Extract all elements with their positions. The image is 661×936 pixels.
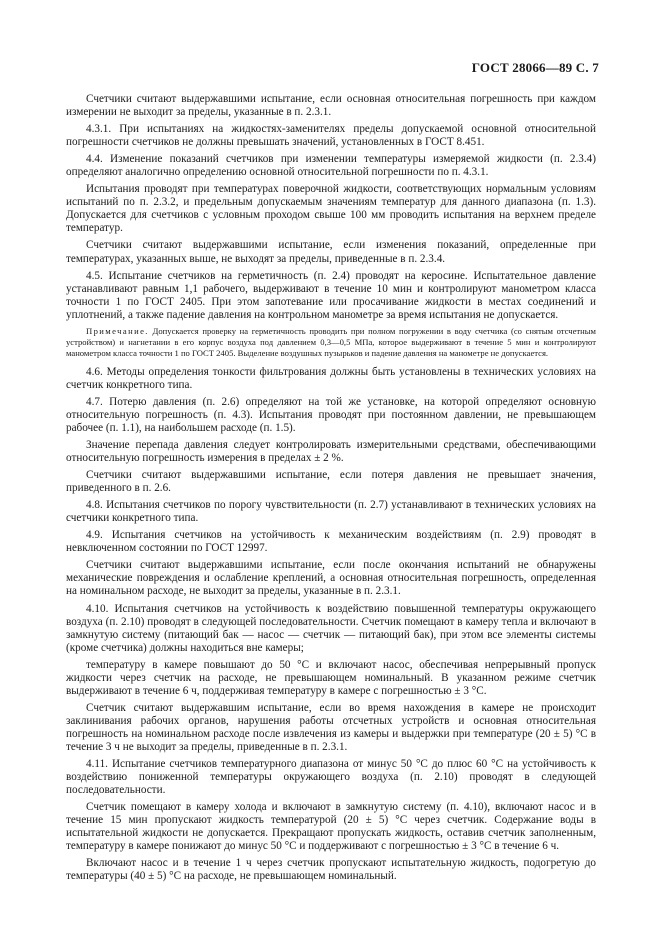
paragraph: 4.7. Потерю давления (п. 2.6) определяют на той же установке, на которой определяют основную относительную погрешность (п. 4.3). Испытания проводят при постоянном давлении, не превышающем рабочее (п. 1.1), на наибольшем расходе (п. 1.5). — [66, 395, 596, 434]
paragraph: 4.10. Испытания счетчиков на устойчивость к воздействию повышенной температуры окружающего воздуха (п. 2.10) проводят в следующей последовательности. Счетчик помещают в камеру тепла и включают в замкнутую систему (питающий бак — насос — счетчик — питающий бак), при этом все элементы системы (кроме счетчика) должны находиться вне камеры; — [66, 602, 596, 654]
paragraph: 4.3.1. При испытаниях на жидкостях-заменителях пределы допускаемой основной относительной погрешности счетчиков не должны превышать значений, установленных в ГОСТ 8.451. — [66, 123, 596, 149]
paragraph: Счетчики считают выдержавшими испытание, если основная относительная погрешность при каждом измерении не выходит за пределы, указанные в п. 2.3.1. — [66, 93, 596, 119]
note-label: Примечание. — [86, 325, 149, 336]
paragraph: Значение перепада давления следует контролировать измерительными средствами, обеспечивающими относительную погрешность измерения в пределах ± 2 %. — [66, 438, 596, 465]
paragraph: 4.4. Изменение показаний счетчиков при изменении температуры измеряемой жидкости (п. 2.3.4) определяют аналогично определению основной относительной погрешности по п. 4.3.1. — [66, 153, 596, 179]
paragraph: Счетчики считают выдержавшими испытание, если после окончания испытаний не обнаружены механические повреждения и ослабление креплений, а основная относительная погрешность, определенная на номинальном расходе, не выходит за пределы, указанные в п. 2.3.1. — [66, 559, 596, 598]
paragraph: 4.5. Испытание счетчиков на герметичность (п. 2.4) проводят на керосине. Испытательное давление устанавливают равным 1,1 рабочего, выдерживают в течение 10 мин и контролируют манометром класса точности 1 по ГОСТ 2405. При этом запотевание или просачивание жидкости в местах соединений и уплотнений, а также падение давления на контрольном манометре за время испытания не допускается. — [66, 269, 596, 321]
paragraph: Счетчики считают выдержавшими испытание, если потеря давления не превышает значения, приведенного в п. 2.6. — [66, 469, 596, 495]
paragraph: температуру в камере повышают до 50 °С и включают насос, обеспечивая непрерывный пропуск жидкости через счетчик на расходе, не превышающем номинальный. В указанном режиме счетчик выдерживают в течение 6 ч, поддерживая температуру в камере с погрешностью ± 3 °С. — [66, 658, 596, 697]
paragraph: Счетчик считают выдержавшим испытание, если во время нахождения в камере не происходит заклинивания рабочих органов, нарушения работы отсчетных устройств и основная относительная погрешность на номинальном расходе после извлечения из камеры и выдержки при температуре (20 ± 5) °С в течение 3 ч не выходит за пределы, приведенные в п. 2.3.1. — [66, 701, 596, 753]
paragraph: 4.9. Испытания счетчиков на устойчивость к механическим воздействиям (п. 2.9) проводят в невключенном состоянии по ГОСТ 12997. — [66, 529, 596, 555]
paragraph: Счетчик помещают в камеру холода и включают в замкнутую систему (п. 4.10), включают насос и в течение 15 мин пропускают жидкость температурой (20 ± 5) °С через счетчик. Содержание воды в испытательной жидкости не допускается. Прекращают пропускать жидкость, оставив счетчик заполненным, температуру в камере понижают до минус 50 °С и поддерживают с погрешностью ± 3 °С в течение 6 ч. — [66, 801, 596, 853]
paragraph: Испытания проводят при температурах поверочной жидкости, соответствующих нормальным условиям испытаний по п. 2.3.2, и предельным допускаемым значениям температур для данного диапазона (п. 1.3). Допускается для счетчиков с условным проходом свыше 100 мм проводить испытания на верхнем пределе температур. — [66, 183, 596, 235]
paragraph: Счетчики считают выдержавшими испытание, если изменения показаний, определенные при температурах, указанных выше, не выходят за пределы, приведенные в п. 2.3.4. — [66, 239, 596, 265]
paragraph: 4.8. Испытания счетчиков по порогу чувствительности (п. 2.7) устанавливают в технических условиях на счетчики конкретного типа. — [66, 499, 596, 525]
note-text: Допускается проверку на герметичность проводить при полном погружении в воду счетчика (со снятым отсчетным устройством) и нагнетании в его корпус воздуха под давлением 0,3—0,5 МПа, которое выдерживают в течение 5 мин и контролируют манометром класса точности 1 по ГОСТ 2405. Выделение воздушных пузырьков и падение давления на манометре не допускается. — [66, 325, 596, 358]
document-body — [66, 93, 596, 887]
paragraph: 4.11. Испытание счетчиков температурного диапазона от минус 50 °С до плюс 60 °С на устойчивость к воздействию пониженной температуры окружающего воздуха (п. 2.10) проводят в следующей последовательности. — [66, 758, 596, 797]
paragraph: Включают насос и в течение 1 ч через счетчик пропускают испытательную жидкость, подогретую до температуры (40 ± 5) °С на расходе, не превышающем номинальный. — [66, 857, 596, 883]
note — [66, 326, 596, 359]
paragraph: 4.6. Методы определения тонкости фильтрования должны быть установлены в технических условиях на счетчик конкретного типа. — [66, 365, 596, 391]
page-header: ГОСТ 28066—89 С. 7 — [471, 60, 599, 75]
